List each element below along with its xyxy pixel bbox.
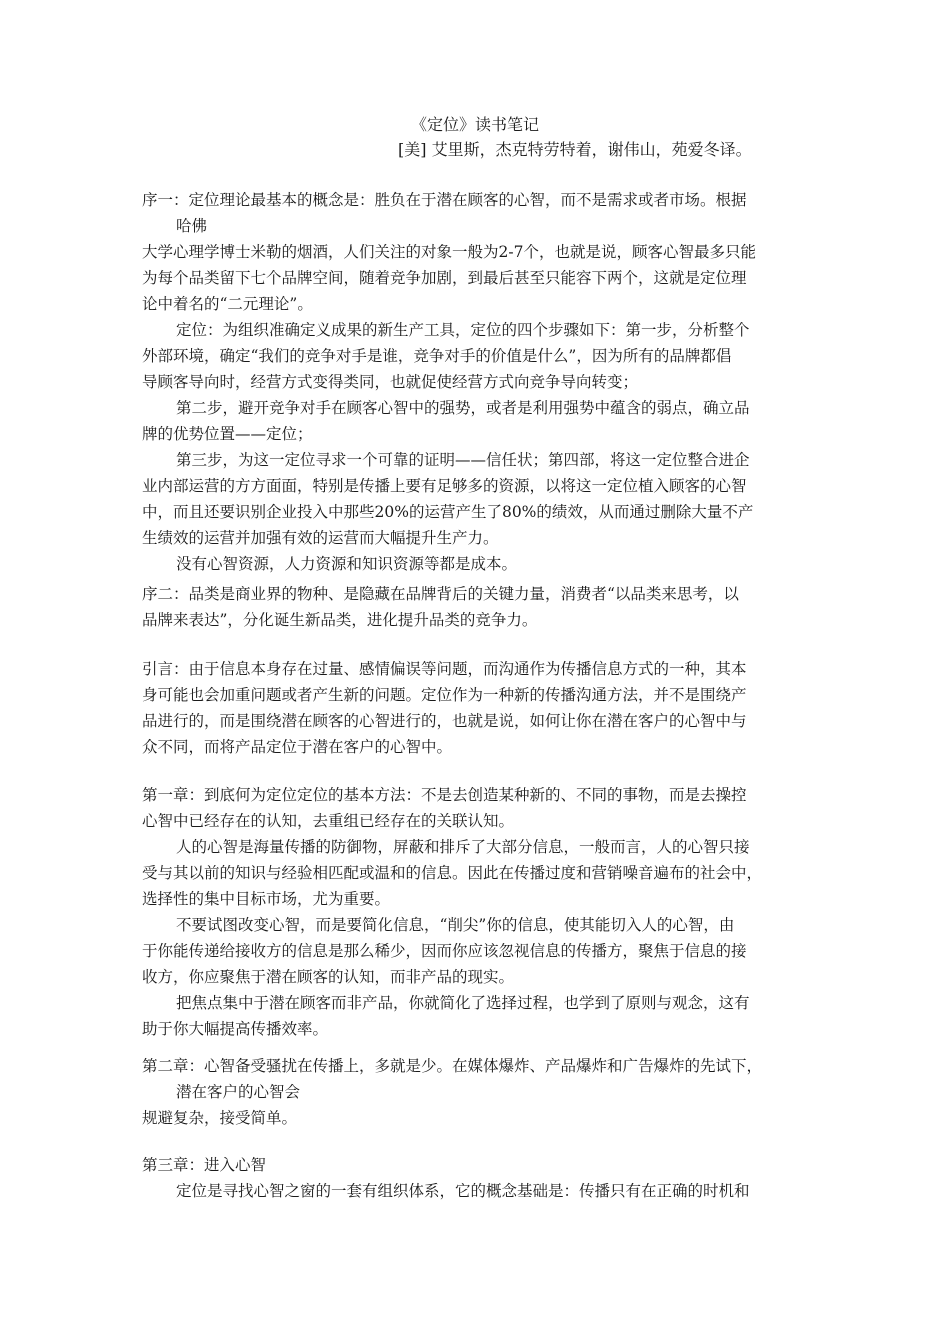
paragraph-line: 助于你大幅提高传播效率。 xyxy=(142,1020,329,1038)
paragraph-line: 序一：定位理论最基本的概念是：胜负在于潜在顾客的心智，而不是需求或者市场。根据 xyxy=(142,191,747,209)
paragraph-line: 没有心智资源，人力资源和知识资源等都是成本。 xyxy=(176,555,518,573)
section-preface-two xyxy=(142,581,812,633)
paragraph-line: 中，而且还要识别企业投入中那些20%的运营产生了80%的绩效，从而通过删除大量不产 xyxy=(142,503,754,521)
paragraph-line: 众不同，而将产品定位于潜在客户的心智中。 xyxy=(142,738,453,756)
author-line: [美] 艾里斯，杰克特劳特着，谢伟山，苑爱冬译。 xyxy=(398,140,752,159)
paragraph-line: 人的心智是海量传播的防御物，屏蔽和排斥了大部分信息，一般而言，人的心智只接 xyxy=(176,838,750,856)
paragraph-line: 序二：品类是商业界的物种、是隐藏在品牌背后的关键力量，消费者“以品类来思考，以 xyxy=(142,585,739,603)
paragraph-line: 心智中已经存在的认知，去重组已经存在的关联认知。 xyxy=(142,812,515,830)
paragraph-line: 大学心理学博士米勒的烟酒，人们关注的对象一般为2-7个，也就是说，顾客心智最多只能 xyxy=(142,243,756,261)
paragraph-line: 第一章：到底何为定位定位的基本方法：不是去创造某种新的、不同的事物，而是去操控 xyxy=(142,786,747,804)
paragraph-line: 品牌来表达”，分化诞生新品类，进化提升品类的竞争力。 xyxy=(142,611,538,629)
paragraph-line: 第三章：进入心智 xyxy=(142,1156,267,1174)
paragraph-line: 第二步，避开竞争对手在顾客心智中的强势，或者是利用强势中蕴含的弱点，确立品 xyxy=(176,399,750,417)
section-chapter-two xyxy=(142,1053,812,1131)
paragraph-line: 为每个品类留下七个品牌空间，随着竞争加剧，到最后甚至只能容下两个，这就是定位理 xyxy=(142,269,747,287)
document-title: 《定位》读书笔记 xyxy=(410,115,539,134)
paragraph-line: 业内部运营的方方面面，特别是传播上要有足够多的资源，以将这一定位植入顾客的心智 xyxy=(142,477,747,495)
paragraph-line: 品进行的，而是围绕潜在顾客的心智进行的，也就是说，如何让你在潜在客户的心智中与 xyxy=(142,712,747,730)
paragraph-line: 不要试图改变心智，而是要简化信息，“削尖”你的信息，使其能切入人的心智，由 xyxy=(176,916,735,934)
section-chapter-one xyxy=(142,782,812,1042)
paragraph-line: 引言：由于信息本身存在过量、感情偏误等问题，而沟通作为传播信息方式的一种，其本 xyxy=(142,660,747,678)
section-chapter-three xyxy=(142,1152,812,1204)
paragraph-line: 定位：为组织准确定义成果的新生产工具，定位的四个步骤如下：第一步，分析整个 xyxy=(176,321,750,339)
paragraph-line: 外部环境，确定“我们的竞争对手是谁，竞争对手的价值是什么”，因为所有的品牌都倡 xyxy=(142,347,732,365)
section-introduction xyxy=(142,656,812,760)
paragraph-line: 生绩效的运营并加强有效的运营而大幅提升生产力。 xyxy=(142,529,499,547)
paragraph-line: 第三步，为这一定位寻求一个可靠的证明——信任状；第四部，将这一定位整合进企 xyxy=(176,451,750,469)
paragraph-line: 受与其以前的知识与经验相匹配或温和的信息。因此在传播过度和营销噪音遍布的社会中， xyxy=(142,864,763,882)
paragraph-line: 身可能也会加重问题或者产生新的问题。定位作为一种新的传播沟通方法，并不是围绕产 xyxy=(142,686,747,704)
paragraph-line: 第二章：心智备受骚扰在传播上，多就是少。在媒体爆炸、产品爆炸和广告爆炸的先试下， xyxy=(142,1057,763,1075)
paragraph-line: 选择性的集中目标市场，尤为重要。 xyxy=(142,890,391,908)
paragraph-line: 把焦点集中于潜在顾客而非产品，你就简化了选择过程，也学到了原则与观念，这有 xyxy=(176,994,750,1012)
paragraph-line: 哈佛 xyxy=(176,217,208,235)
paragraph-line: 定位是寻找心智之窗的一套有组织体系，它的概念基础是：传播只有在正确的时机和 xyxy=(176,1182,750,1200)
paragraph-line: 牌的优势位置——定位； xyxy=(142,425,313,443)
paragraph-line: 论中着名的“二元理论”。 xyxy=(142,295,313,313)
paragraph-line: 导顾客导向时，经营方式变得类同，也就促使经营方式向竞争导向转变； xyxy=(142,373,639,391)
paragraph-line: 潜在客户的心智会 xyxy=(176,1083,301,1101)
paragraph-line: 于你能传递给接收方的信息是那么稀少，因而你应该忽视信息的传播方，聚焦于信息的接 xyxy=(142,942,747,960)
paragraph-line: 收方，你应聚焦于潜在顾客的认知，而非产品的现实。 xyxy=(142,968,515,986)
paragraph-line: 规避复杂，接受简单。 xyxy=(142,1109,298,1127)
section-preface-one xyxy=(142,187,812,577)
